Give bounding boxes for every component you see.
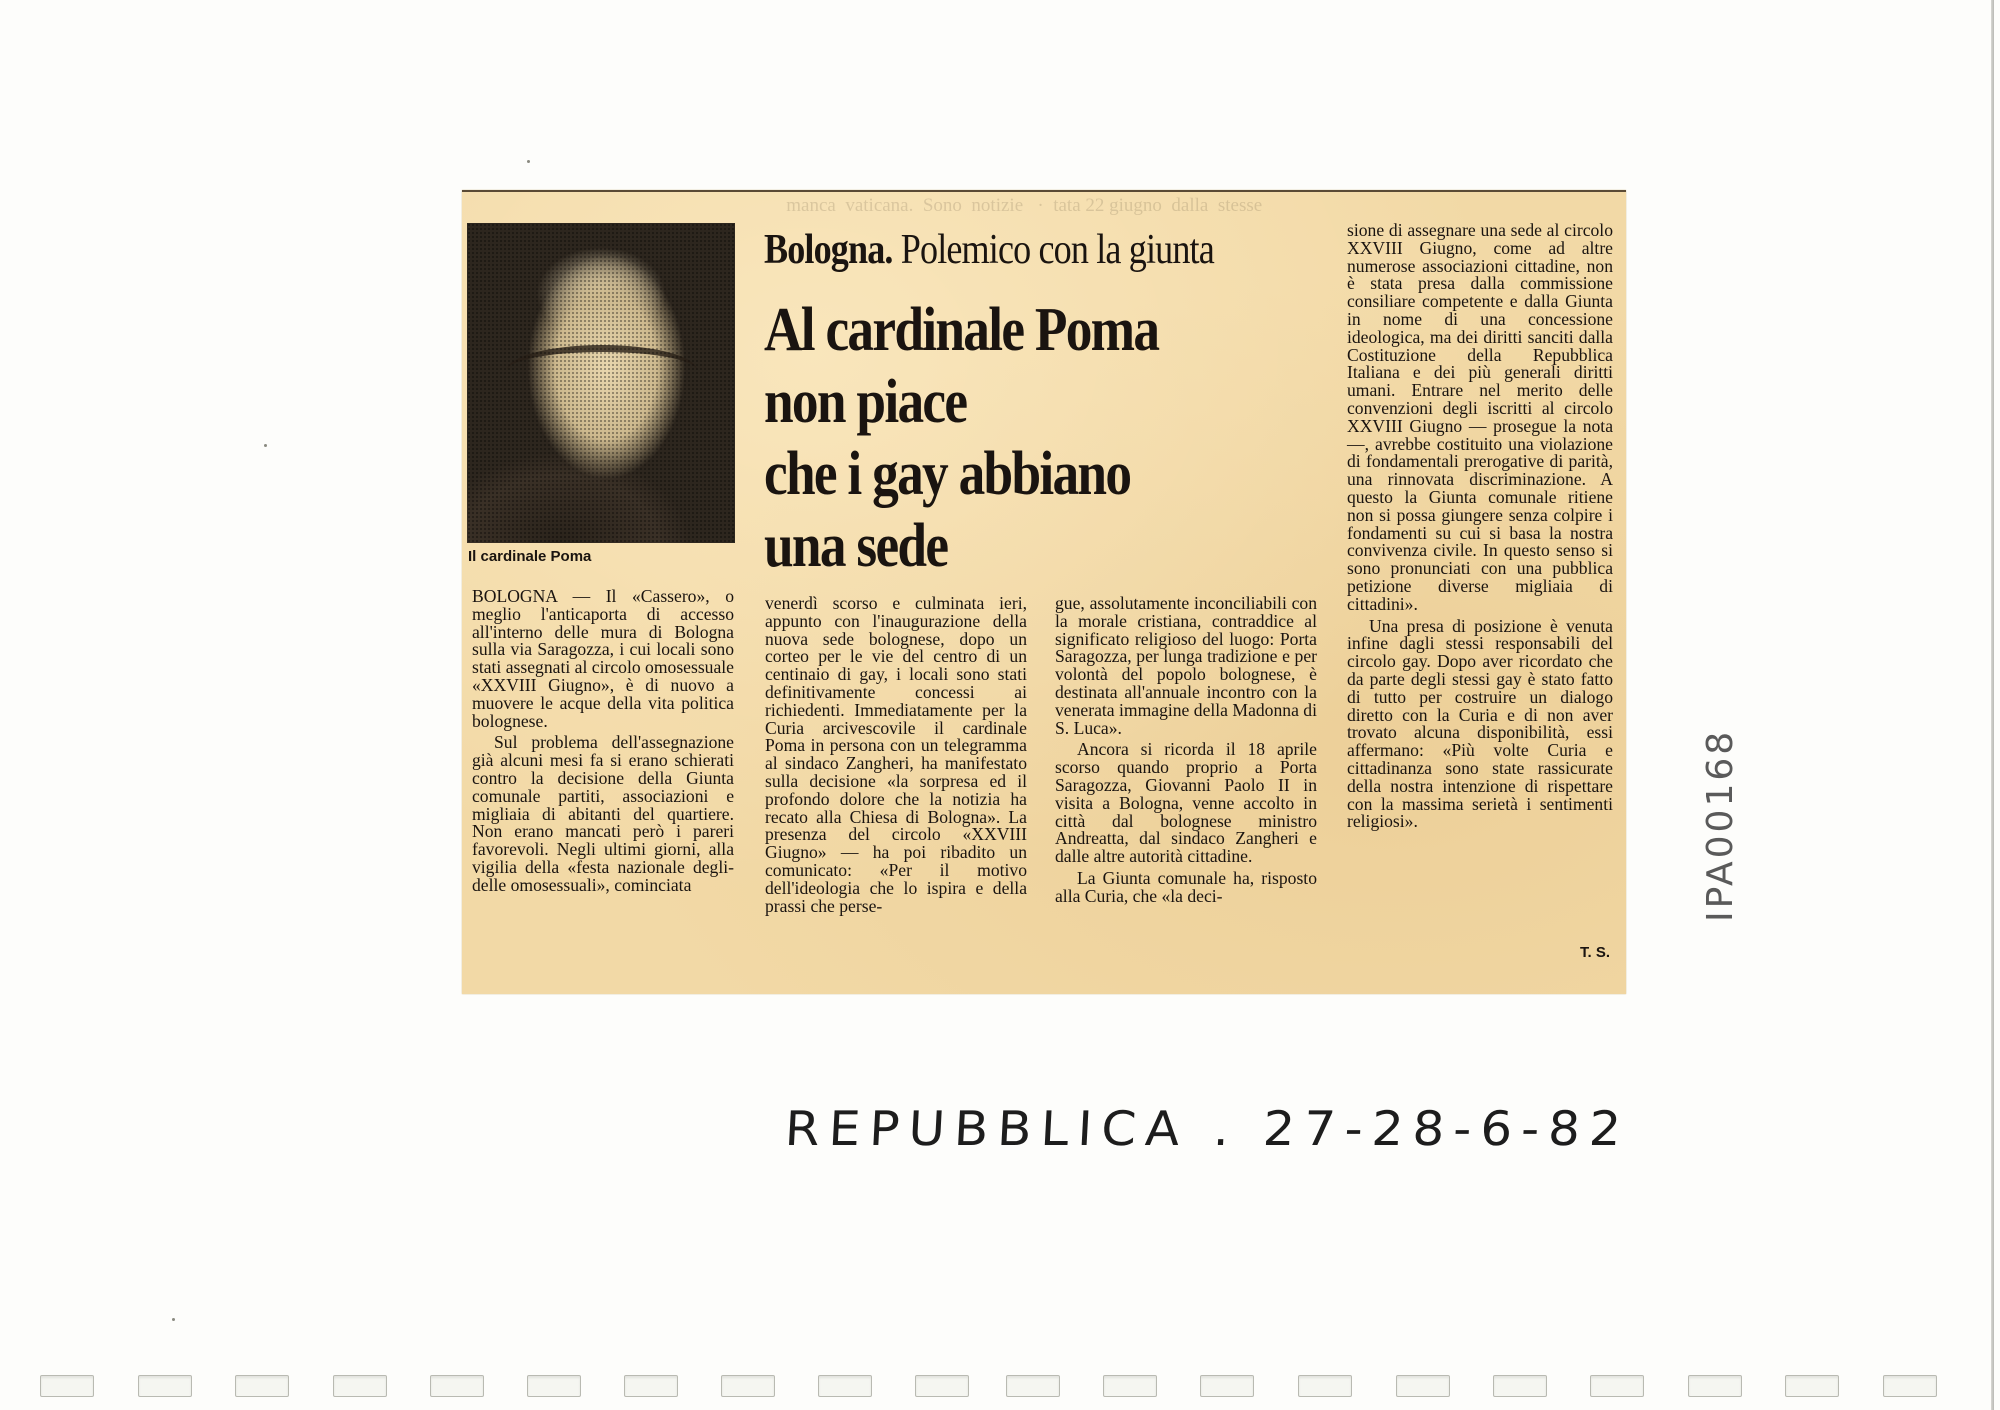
- binder-hole: [1396, 1375, 1450, 1397]
- binder-hole: [1200, 1375, 1254, 1397]
- handwritten-source-date: REPUBBLICA . 27-28-6-82: [783, 1101, 1632, 1157]
- newspaper-clipping: [462, 190, 1626, 994]
- binder-holes: [0, 1375, 2000, 1397]
- photo-caption: Il cardinale Poma: [468, 548, 592, 565]
- binder-hole: [1785, 1375, 1839, 1397]
- article-column-1: [472, 588, 734, 895]
- glasses-shape: [507, 345, 697, 396]
- article-column-4: [1347, 222, 1613, 831]
- headline-line: Al cardinale Poma: [764, 296, 1159, 364]
- paragraph: Una presa di posizione è venuta infine dagli stessi responsabili del circolo gay. Dopo aver ricordato che da parte degli stessi gay è stato fatto di tutto per costruire un dialogo diretto con la Curia e di non aver trovato alcuna disponibilità, essi affermano: «Più volte Curia e cittadinanza sono state rassicurate della nostra intenzione di rispettare con la massima serietà i sentimenti religiosi».: [1347, 615, 1613, 832]
- binder-hole: [1298, 1375, 1352, 1397]
- binder-hole: [235, 1375, 289, 1397]
- paragraph: BOLOGNA — Il «Cassero», o meglio l'anticaporta di accesso all'interno delle mura di Bologna sulla via Saragozza, i cui locali sono stati assegnati al circolo omosessuale «XXVIII Giugno», è di nuovo a muovere le acque della vita politica bolognese.: [472, 586, 734, 731]
- article-column-2: [765, 595, 1027, 915]
- binder-hole: [915, 1375, 969, 1397]
- binder-hole: [721, 1375, 775, 1397]
- binder-hole: [1688, 1375, 1742, 1397]
- paragraph: Sul problema dell'assegnazione già alcuni mesi fa si erano schierati contro la decisione della Giunta comunale partiti, associazioni e migliaia di abitanti del quartiere. Non erano mancati però i pareri favorevoli. Negli ultimi giorni, alla vigilia della «festa nazionale degli-delle omosessuali», cominciata: [472, 732, 734, 895]
- binder-hole: [138, 1375, 192, 1397]
- headline-line: non piace: [764, 368, 967, 436]
- binder-hole: [1103, 1375, 1157, 1397]
- binder-hole: [430, 1375, 484, 1397]
- headline-line: che i gay abbiano: [764, 440, 1131, 508]
- binder-hole: [1883, 1375, 1937, 1397]
- kicker-location: Bologna.: [764, 227, 893, 273]
- binder-hole: [527, 1375, 581, 1397]
- paragraph: venerdì scorso e culminata ieri, appunto con l'inaugurazione della nuova sede bolognese, dopo un corteo per le vie del centro di un centinaio di gay, i locali sono stati definitivamente concessi ai richiedenti. Immediatamente per la Curia arcivescovile il cardinale Poma in persona con un telegramma al sindaco Zangheri, ha manifestato sulla decisione «la sorpresa ed il profondo dolore che la notizia ha recato alla Chiesa di Bologna». La presenza del circolo «XXVIII Giugno» — ha poi ribadito un comunicato: «Per il motivo dell'ideologia che lo ispira e della prassi che perse-: [765, 593, 1027, 916]
- stray-mark: [172, 1318, 175, 1321]
- binder-hole: [818, 1375, 872, 1397]
- binder-hole: [1493, 1375, 1547, 1397]
- cardinal-portrait-photo: [467, 223, 735, 543]
- paragraph: La Giunta comunale ha, risposto alla Curia, che «la deci-: [1055, 867, 1317, 906]
- author-initials: T. S.: [1579, 944, 1610, 961]
- binder-hole: [1006, 1375, 1060, 1397]
- paragraph: gue, assolutamente inconciliabili con la morale cristiana, contraddice al significato religioso del luogo: Porta Saragozza, per lunga tradizione e per volontà del popolo bolognese, è destinata all'annuale incontro con la venerata immagine della Madonna di S. Luca».: [1055, 593, 1317, 738]
- binder-hole: [624, 1375, 678, 1397]
- stray-mark: [527, 160, 530, 163]
- paragraph: sione di assegnare una sede al circolo XXVIII Giugno, come ad altre numerose associazioni cittadine, non è stata presa dalla commissione consiliare competente e dalla Giunta in nome di una concessione ideologica, ma dei diritti sanciti dalla Costituzione della Repubblica Italiana e dei più generali diritti umani. Entrare nel merito delle convenzioni degli iscritti al circolo XXVIII Giugno — prosegue la nota —, avrebbe costituito una violazione di fondamentali prerogative di parità, una rinnovata discriminazione. A questo la Giunta comunale ritiene non si possa giungere senza colpire i fondamenti su cui si basa la nostra convivenza civile. In questo senso si sono pronunciati con una pubblica petizione diverse migliaia di cittadini».: [1347, 220, 1613, 614]
- article-column-3: [1055, 595, 1317, 906]
- kicker-headline: [764, 226, 1214, 274]
- bleed-through-text: manca vaticana. Sono notizie · tata 22 giugno dalla stesse: [772, 195, 1263, 216]
- binder-hole: [333, 1375, 387, 1397]
- stray-mark: [264, 444, 267, 447]
- binder-hole: [40, 1375, 94, 1397]
- handwritten-archive-id: IPA00168: [1700, 728, 1741, 922]
- headline-line: una sede: [764, 512, 948, 580]
- kicker-text: Polemico con la giunta: [892, 227, 1214, 273]
- sheet-edge: [1991, 0, 1994, 1410]
- paragraph: Ancora si ricorda il 18 aprile scorso quando proprio a Porta Saragozza, Giovanni Paolo II in visita a Bologna, venne accolto in città dal bolognese ministro Andreatta, dal sindaco Zangheri e dalle altre autorità cittadine.: [1055, 739, 1317, 867]
- binder-hole: [1590, 1375, 1644, 1397]
- main-headline: [764, 294, 1158, 582]
